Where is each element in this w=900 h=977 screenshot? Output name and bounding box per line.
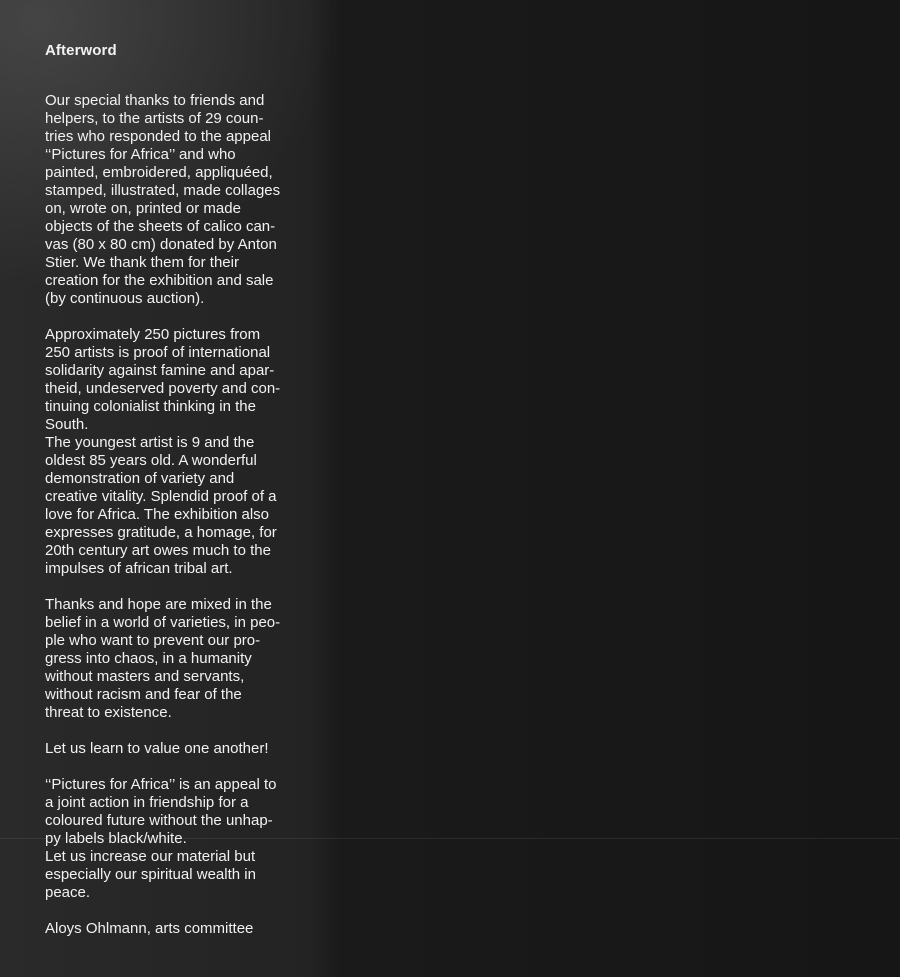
text-line: Approximately 250 pictures from	[45, 326, 261, 343]
text-line: painted, embroidered, appliquéed,	[45, 164, 273, 181]
text-line: vas (80 x 80 cm) donated by Anton	[45, 236, 277, 253]
text-line: The youngest artist is 9 and the	[45, 434, 255, 451]
text-line: creative vitality. Splendid proof of a	[45, 488, 277, 505]
text-line: Let us learn to value one another!	[45, 740, 269, 757]
text-line: ‘‘Pictures for Africa’’ and who	[45, 146, 236, 163]
text-line: especially our spiritual wealth in	[45, 866, 256, 883]
text-line: belief in a world of varieties, in peo-	[45, 614, 281, 631]
text-line: threat to existence.	[45, 704, 172, 721]
text-line: py labels black/white.	[45, 830, 187, 847]
text-line: helpers, to the artists of 29 coun-	[45, 110, 264, 127]
afterword-text-column	[45, 42, 325, 938]
text-line: objects of the sheets of calico can-	[45, 218, 276, 235]
paragraph-appeal	[45, 776, 325, 902]
text-line: love for Africa. The exhibition also	[45, 506, 270, 523]
text-line: Let us increase our material but	[45, 848, 256, 865]
text-line: 250 artists is proof of international	[45, 344, 271, 361]
text-line: stamped, illustrated, made collages	[45, 182, 281, 199]
text-line: (by continuous auction).	[45, 290, 205, 307]
text-line: solidarity against famine and apar-	[45, 362, 275, 379]
text-line: South.	[45, 416, 89, 433]
text-line: tinuing colonialist thinking in the	[45, 398, 256, 415]
text-line: coloured future without the unhap-	[45, 812, 273, 829]
text-line: ple who want to prevent our pro-	[45, 632, 261, 649]
text-line: on, wrote on, printed or made	[45, 200, 241, 217]
signature: Aloys Ohlmann, arts committee	[45, 920, 254, 937]
paragraph-value	[45, 740, 325, 758]
text-line: peace.	[45, 884, 91, 901]
text-line: tries who responded to the appeal	[45, 128, 271, 145]
paragraph-hope	[45, 596, 325, 722]
text-line: expresses gratitude, a homage, for	[45, 524, 277, 541]
text-line: Stier. We thank them for their	[45, 254, 239, 271]
text-line: a joint action in friendship for a	[45, 794, 249, 811]
text-line: theid, undeserved poverty and con-	[45, 380, 281, 397]
text-line: Thanks and hope are mixed in the	[45, 596, 272, 613]
afterword-heading: Afterword	[45, 42, 117, 59]
text-line: without masters and servants,	[45, 668, 245, 685]
text-line: ‘‘Pictures for Africa’’ is an appeal to	[45, 776, 277, 793]
text-line: oldest 85 years old. A wonderful	[45, 452, 257, 469]
paragraph-thanks	[45, 92, 325, 308]
text-line: demonstration of variety and	[45, 470, 235, 487]
text-line: 20th century art owes much to the	[45, 542, 271, 559]
text-line: impulses of african tribal art.	[45, 560, 233, 577]
text-line: gress into chaos, in a humanity	[45, 650, 252, 667]
text-line: Our special thanks to friends and	[45, 92, 265, 109]
paragraph-solidarity	[45, 326, 325, 578]
text-line: without racism and fear of the	[45, 686, 242, 703]
text-line: creation for the exhibition and sale	[45, 272, 274, 289]
